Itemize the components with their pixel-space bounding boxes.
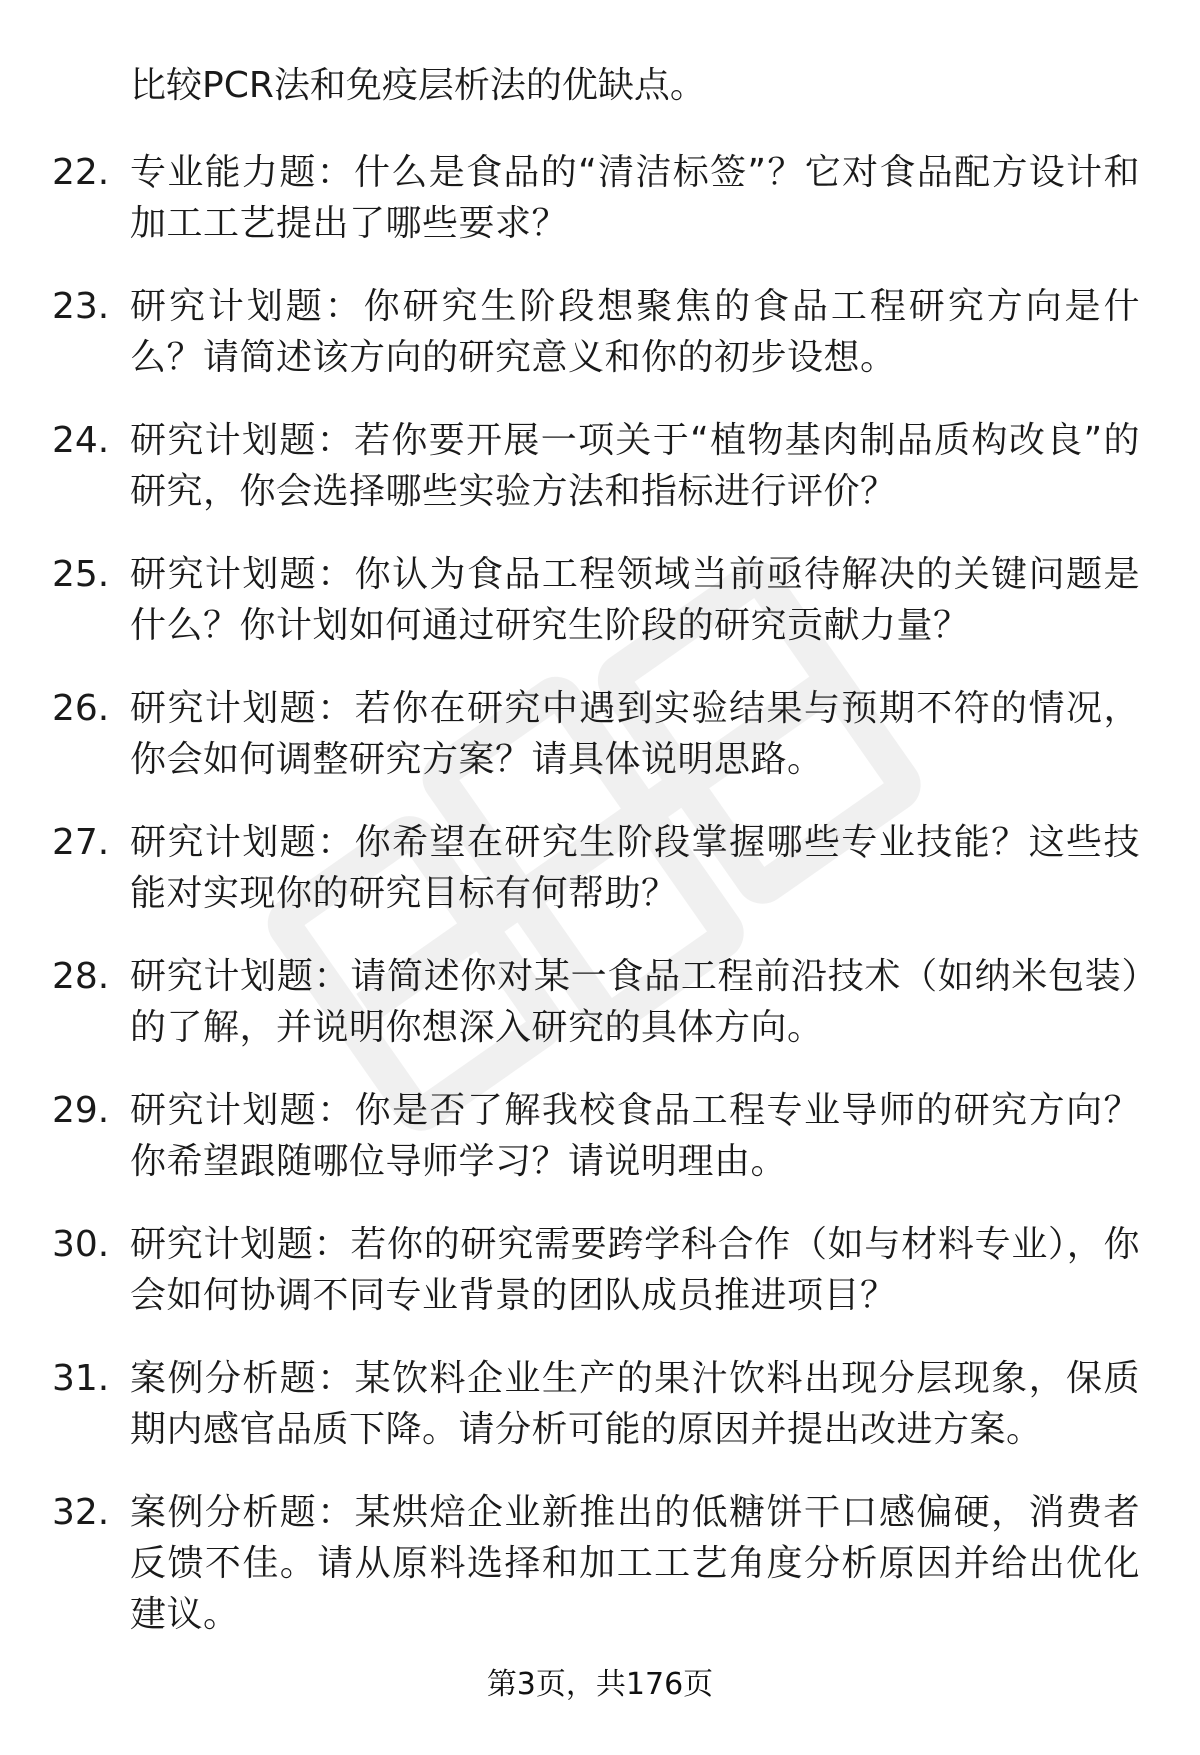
question-number: 32. bbox=[52, 1492, 110, 1533]
question-text: 研究计划题：若你在研究中遇到实验结果与预期不符的情况，你会如何调整研究方案？请具体说明思路。 bbox=[130, 688, 1140, 780]
question-text: 案例分析题：某烘焙企业新推出的低糖饼干口感偏硬，消费者反馈不佳。请从原料选择和加工工艺角度分析原因并给出优化建议。 bbox=[130, 1492, 1140, 1635]
question-number: 24. bbox=[52, 420, 110, 461]
question-number: 23. bbox=[52, 286, 110, 327]
page-footer: 第3页，共176页 bbox=[486, 1667, 714, 1702]
question-item bbox=[0, 147, 1200, 281]
question-text: 研究计划题：若你的研究需要跨学科合作（如与材料专业），你会如何协调不同专业背景的团队成员推进项目？ bbox=[130, 1224, 1140, 1316]
question-text: 案例分析题：某饮料企业生产的果汁饮料出现分层现象，保质期内感官品质下降。请分析可能的原因并提出改进方案。 bbox=[130, 1358, 1140, 1450]
question-text: 专业能力题：什么是食品的“清洁标签”？它对食品配方设计和加工工艺提出了哪些要求？ bbox=[130, 152, 1140, 244]
question-item bbox=[0, 1353, 1200, 1487]
question-number: 31. bbox=[52, 1358, 110, 1399]
question-item bbox=[0, 281, 1200, 415]
question-number: 27. bbox=[52, 822, 110, 863]
question-text: 研究计划题：请简述你对某一食品工程前沿技术（如纳米包装）的了解，并说明你想深入研究的具体方向。 bbox=[130, 956, 1140, 1048]
question-item bbox=[0, 817, 1200, 951]
question-number: 26. bbox=[52, 688, 110, 729]
question-text: 研究计划题：你认为食品工程领域当前亟待解决的关键问题是什么？你计划如何通过研究生阶段的研究贡献力量？ bbox=[130, 554, 1140, 646]
question-item bbox=[0, 1487, 1200, 1672]
question-item bbox=[0, 415, 1200, 549]
question-item bbox=[0, 951, 1200, 1085]
question-text: 研究计划题：你是否了解我校食品工程专业导师的研究方向？你希望跟随哪位导师学习？请说明理由。 bbox=[130, 1090, 1140, 1182]
question-number: 30. bbox=[52, 1224, 110, 1265]
question-text: 研究计划题：你希望在研究生阶段掌握哪些专业技能？这些技能对实现你的研究目标有何帮助？ bbox=[130, 822, 1140, 914]
question-item bbox=[0, 683, 1200, 817]
question-number: 22. bbox=[52, 152, 110, 193]
question-text: 研究计划题：若你要开展一项关于“植物基肉制品质构改良”的研究，你会选择哪些实验方法和指标进行评价？ bbox=[130, 420, 1140, 512]
continuation-text: 比较PCR法和免疫层析法的优缺点。 bbox=[130, 65, 706, 106]
question-number: 28. bbox=[52, 956, 110, 997]
question-item bbox=[0, 549, 1200, 683]
question-number: 25. bbox=[52, 554, 110, 595]
question-item bbox=[0, 1085, 1200, 1219]
question-list bbox=[0, 147, 1200, 1672]
question-item bbox=[0, 1219, 1200, 1353]
question-text: 研究计划题：你研究生阶段想聚焦的食品工程研究方向是什么？请简述该方向的研究意义和你的初步设想。 bbox=[130, 286, 1140, 378]
question-number: 29. bbox=[52, 1090, 110, 1131]
